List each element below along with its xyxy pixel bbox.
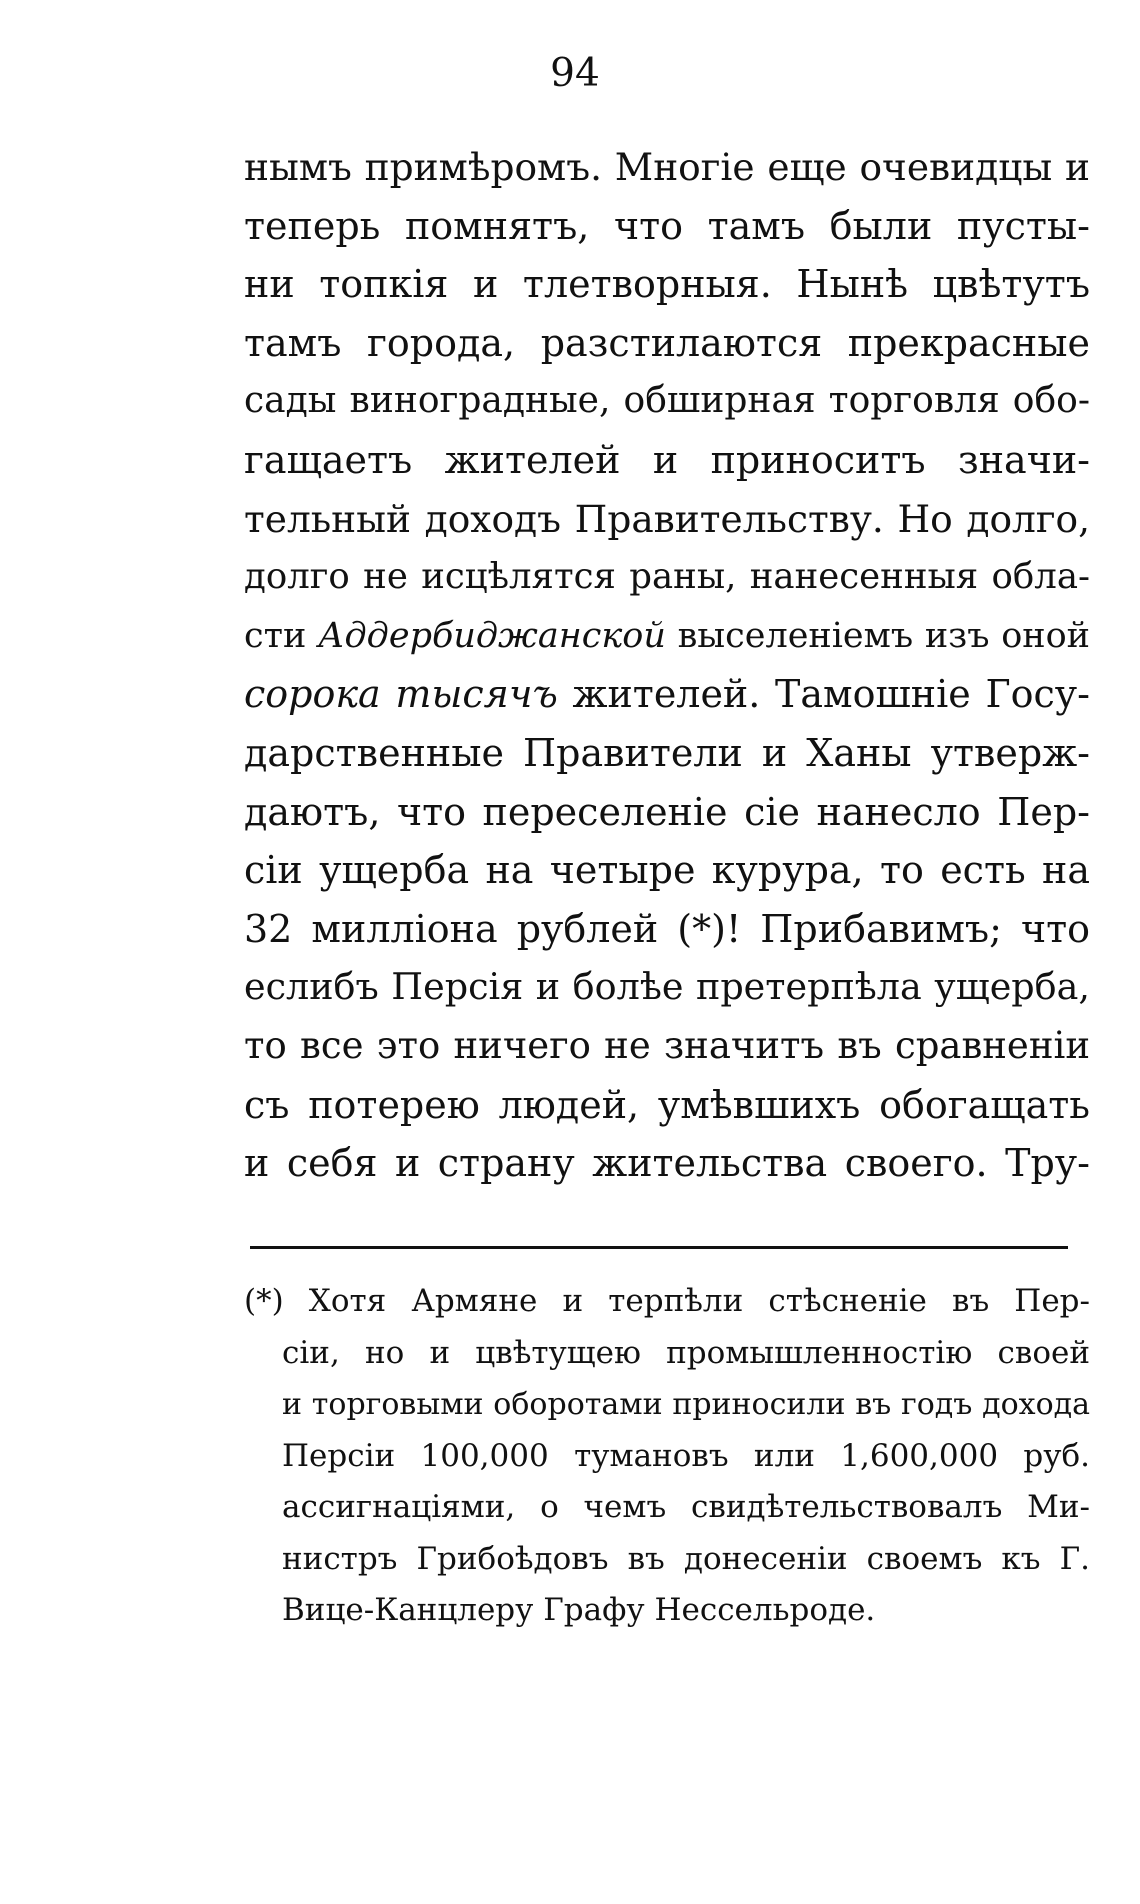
body-line: сады виноградные, обширная торговля обо-: [244, 380, 1090, 422]
body-line: и себя и страну жительства своего. Тру-: [244, 1141, 1090, 1186]
body-line: съ потерею людей, умѣвшихъ обогащать: [244, 1082, 1090, 1127]
body-line-with-italic: [244, 607, 1090, 666]
footnote-line: и торговыми оборотами приносили въ годъ дохода: [282, 1387, 1090, 1422]
body-line-with-italic: [244, 665, 1090, 724]
body-text-segment: жителей. Тамошніе Госу-: [557, 672, 1090, 717]
body-text-segment: выселеніемъ изъ оной: [665, 615, 1090, 656]
body-line: нымъ примѣромъ. Многіе еще очевидцы и: [244, 145, 1090, 189]
footnote-line: ассигнаціями, о чемъ свидѣтельствовалъ Ми-: [282, 1489, 1090, 1525]
body-line: то все это ничего не значитъ въ сравненіи: [244, 1023, 1090, 1067]
body-line: теперь помнятъ, что тамъ были пусты-: [244, 203, 1090, 248]
body-line: еслибъ Персія и болѣе претерпѣла ущерба,: [244, 965, 1090, 1009]
body-text: [244, 138, 1090, 1193]
body-line: даютъ, что переселеніе сіе нанесло Пер-: [244, 789, 1090, 834]
footnote-line: нистръ Грибоѣдовъ въ донесеніи своемъ къ Г.: [282, 1540, 1090, 1577]
body-line: ни топкія и тлетворныя. Нынѣ цвѣтутъ: [244, 262, 1090, 307]
body-line: тамъ города, разстилаются прекрасные: [244, 320, 1090, 365]
body-line: долго не исцѣлятся раны, нанесенныя обла-: [244, 556, 1090, 598]
body-line: дарственные Правители и Ханы утверж-: [244, 730, 1090, 775]
footnote-divider: [250, 1246, 1068, 1249]
body-line: гащаетъ жителей и приноситъ значи-: [244, 437, 1090, 482]
footnote-line: Вице-Канцлеру Графу Нессельроде.: [282, 1592, 876, 1628]
body-line: сіи ущерба на четыре курура, то есть на: [244, 848, 1090, 893]
italic-place-name: Аддербиджанской: [317, 615, 666, 656]
italic-emphasis: сорока тысячъ: [244, 672, 558, 717]
page-number: 94: [550, 51, 600, 96]
footnote-line: сіи, но и цвѣтущею промышленностію своей: [282, 1334, 1090, 1371]
footnote-line: (*) Хотя Армяне и терпѣли стѣсненіе въ Пер-: [244, 1283, 1090, 1319]
footnote-line: Персіи 100,000 тумановъ или 1,600,000 руб.: [282, 1437, 1090, 1474]
footnote: [244, 1276, 1090, 1637]
body-text-segment: сти: [244, 615, 318, 656]
body-line: 32 милліона рублей (*)! Прибавимъ; что: [244, 906, 1090, 951]
body-line: тельный доходъ Правительству. Но долго,: [244, 496, 1090, 541]
